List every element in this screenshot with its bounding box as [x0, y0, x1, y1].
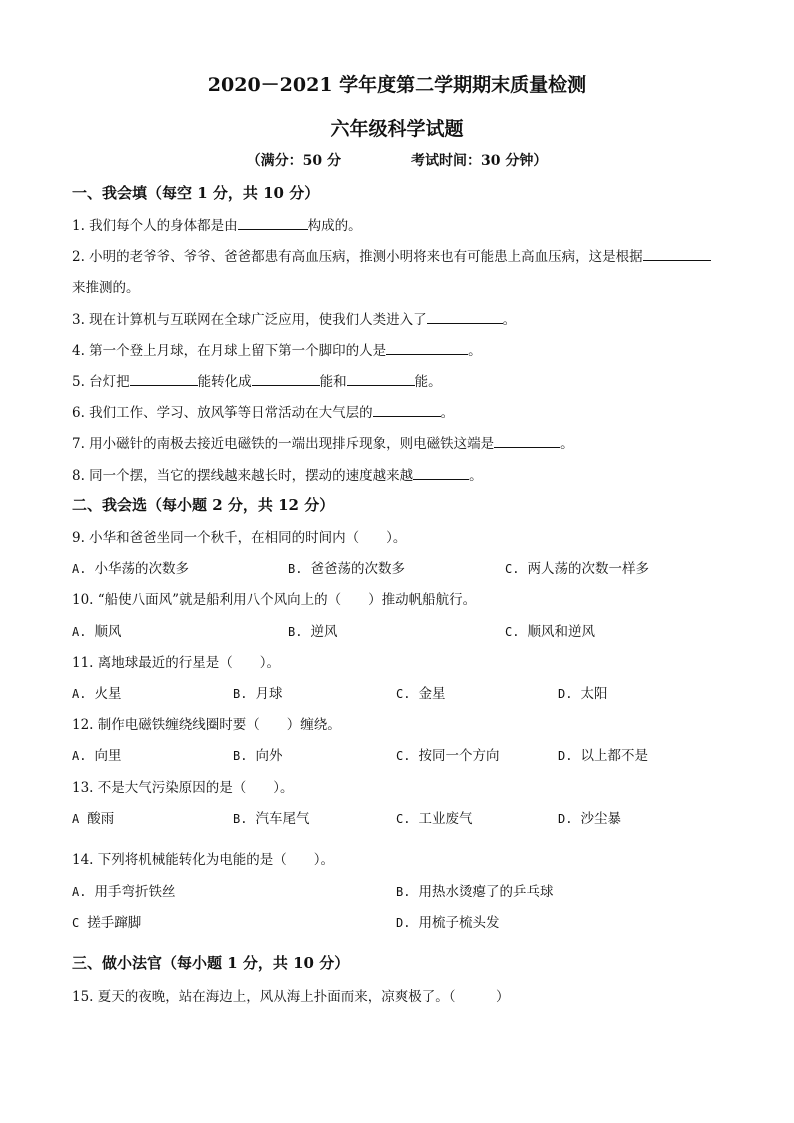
option-c[interactable]: C. 顺风和逆风 — [505, 624, 595, 640]
option-d[interactable]: D. 用梳子梳头发 — [396, 915, 500, 931]
question-15: 15. 夏天的夜晚，站在海边上，风从海上扑面而来，凉爽极了。（ ） — [72, 989, 510, 1005]
answer-blank[interactable] — [413, 465, 469, 480]
answer-blank[interactable] — [252, 371, 320, 386]
option-a[interactable]: A 酸雨 — [72, 811, 115, 827]
answer-blank[interactable] — [427, 309, 503, 324]
exam-subtitle: 六年级科学试题 — [330, 118, 464, 140]
option-c[interactable]: C. 两人荡的次数一样多 — [505, 561, 649, 577]
option-b[interactable]: B. 向外 — [233, 748, 283, 764]
option-b[interactable]: B. 用热水烫瘪了的乒乓球 — [396, 884, 554, 900]
section-3-heading: 三、做小法官（每小题 1 分，共 10 分） — [72, 954, 350, 972]
question-2: 2. 小明的老爷爷、爷爷、爸爸都患有高血压病，推测小明将来也有可能患上高血压病，这是根据 — [72, 245, 711, 265]
answer-blank[interactable] — [347, 371, 415, 386]
option-a[interactable]: A. 小华荡的次数多 — [72, 561, 189, 577]
question-1: 1. 我们每个人的身体都是由 构成的。 — [72, 214, 362, 234]
option-a[interactable]: A. 向里 — [72, 748, 122, 764]
option-a[interactable]: A. 火星 — [72, 686, 122, 702]
question-10: 10. “船使八面风”就是船利用八个风向上的（ ）推动帆船航行。 — [72, 592, 477, 608]
question-7: 7. 用小磁针的南极去接近电磁铁的一端出现排斥现象，则电磁铁这端是 。 — [72, 432, 574, 452]
option-d[interactable]: D. 太阳 — [558, 686, 608, 702]
question-3: 3. 现在计算机与互联网在全球广泛应用，使我们人类进入了 。 — [72, 308, 516, 328]
option-c[interactable]: C 搓手蹿脚 — [72, 915, 142, 931]
answer-blank[interactable] — [130, 371, 198, 386]
exam-time: 考试时间：30 分钟） — [411, 153, 548, 169]
exam-title: 2020－2021 学年度第二学期期末质量检测 — [207, 74, 587, 96]
answer-blank[interactable] — [238, 215, 308, 230]
option-d[interactable]: D. 以上都不是 — [558, 748, 648, 764]
question-5: 5. 台灯把 能转化成 能和 能。 — [72, 370, 442, 390]
option-c[interactable]: C. 金星 — [396, 686, 446, 702]
option-c[interactable]: C. 工业废气 — [396, 811, 473, 827]
question-12: 12. 制作电磁铁缠绕线圈时要（ ）缠绕。 — [72, 717, 341, 733]
option-a[interactable]: A. 用手弯折铁丝 — [72, 884, 176, 900]
question-8: 8. 同一个摆，当它的摆线越来越长时，摆动的速度越来越 。 — [72, 464, 483, 484]
answer-blank[interactable] — [643, 246, 711, 261]
exam-info — [0, 150, 794, 170]
option-b[interactable]: B. 爸爸荡的次数多 — [288, 561, 405, 577]
option-b[interactable]: B. 逆风 — [288, 624, 338, 640]
full-score: （满分：50 分 — [246, 153, 341, 169]
question-9: 9. 小华和爸爸坐同一个秋千，在相同的时间内（ ）。 — [72, 530, 407, 546]
question-14: 14. 下列将机械能转化为电能的是（ ）。 — [72, 852, 335, 868]
answer-blank[interactable] — [386, 340, 468, 355]
option-b[interactable]: B. 月球 — [233, 686, 283, 702]
option-b[interactable]: B. 汽车尾气 — [233, 811, 310, 827]
question-2-cont: 来推测的。 — [72, 280, 140, 296]
question-11: 11. 离地球最近的行星是（ ）。 — [72, 655, 281, 671]
option-c[interactable]: C. 按同一个方向 — [396, 748, 500, 764]
answer-blank[interactable] — [373, 402, 441, 417]
answer-blank[interactable] — [494, 433, 560, 448]
question-13: 13. 不是大气污染原因的是（ ）。 — [72, 780, 294, 796]
section-2-heading: 二、我会选（每小题 2 分，共 12 分） — [72, 496, 335, 514]
option-a[interactable]: A. 顺风 — [72, 624, 122, 640]
question-4: 4. 第一个登上月球，在月球上留下第一个脚印的人是 。 — [72, 339, 482, 359]
section-1-heading: 一、我会填（每空 1 分，共 10 分） — [72, 184, 320, 202]
question-6: 6. 我们工作、学习、放风筝等日常活动在大气层的 。 — [72, 401, 454, 421]
option-d[interactable]: D. 沙尘暴 — [558, 811, 621, 827]
